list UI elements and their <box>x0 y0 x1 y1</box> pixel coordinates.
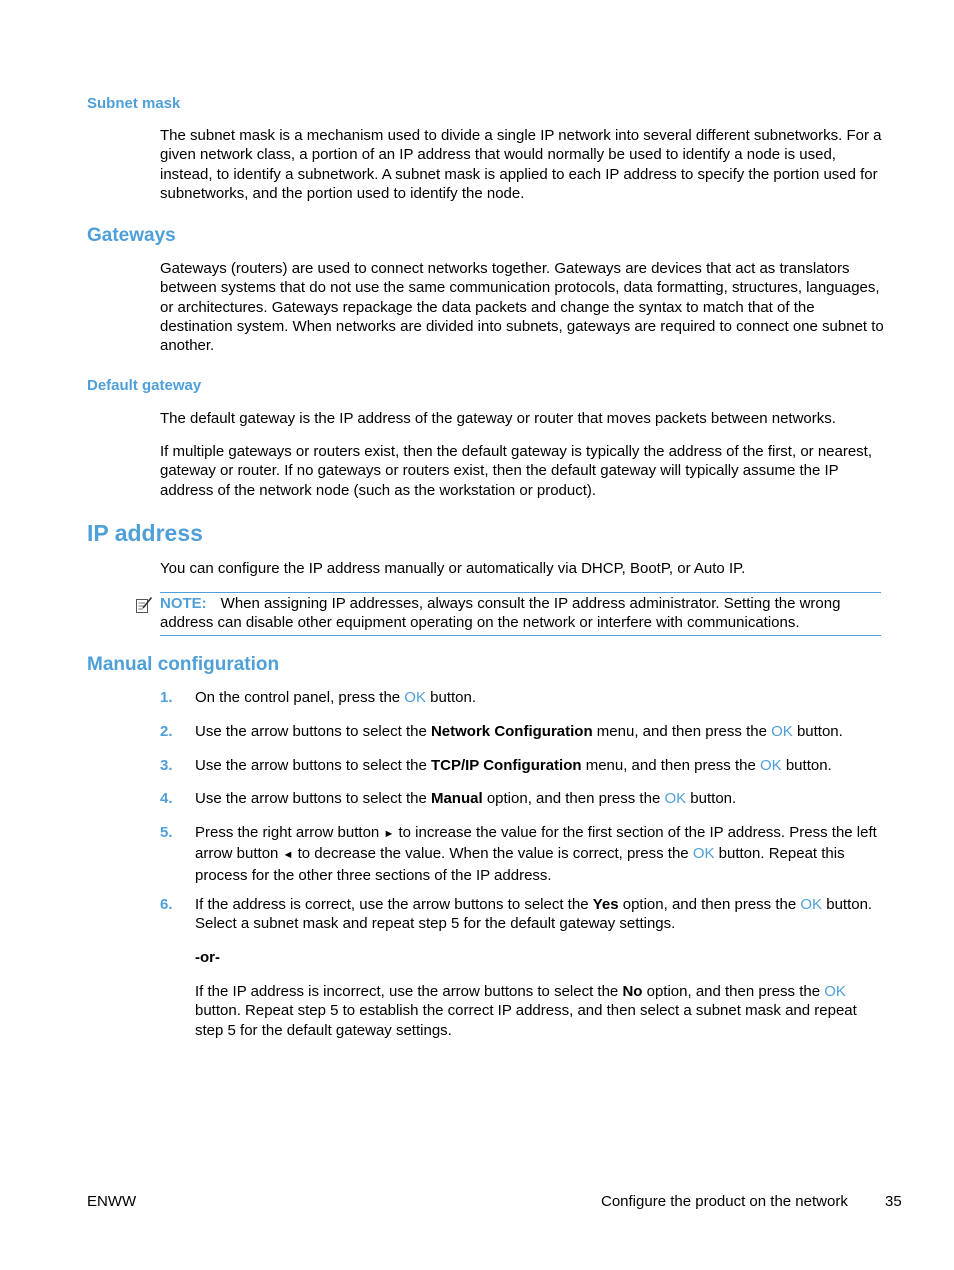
step-text: Press the right arrow button ► to increase the value for the first section of the IP address. Press the left arrow button ◄ to decrease the value. When the value is correct, press the OK button. Repeat this process for the other three sections of the IP address. <box>195 824 877 884</box>
step-number: 5. <box>160 824 173 841</box>
ok-button-ref: OK <box>759 757 782 774</box>
footer-left: ENWW <box>87 1193 137 1210</box>
alt-instructions: If the IP address is incorrect, use the arrow buttons to select the No option, and then press the OK button. Repeat step 5 to establish the correct IP address, and then select a subnet mask and repeat step 5 for the default gateway settings. <box>195 983 857 1039</box>
note-icon <box>135 596 153 614</box>
gateways-heading: Gateways <box>87 225 176 246</box>
step-text: Use the arrow buttons to select the Manual option, and then press the OK button. <box>195 790 737 807</box>
manual-configuration-heading: Manual configuration <box>87 654 280 675</box>
ok-button-ref: OK <box>692 845 715 863</box>
ok-button-ref: OK <box>824 983 846 1000</box>
note-label: NOTE: <box>160 595 207 612</box>
left-arrow-icon: ◄ <box>282 849 294 862</box>
right-arrow-icon: ► <box>383 828 395 840</box>
ip-address-intro: You can configure the IP address manually or automatically via DHCP, BootP, or Auto IP. <box>160 560 746 577</box>
step-text: Use the arrow buttons to select the Network Configuration menu, and then press the OK button. <box>195 723 843 740</box>
default-gateway-body-1: The default gateway is the IP address of the gateway or router that moves packets between networks. <box>160 410 836 427</box>
ip-address-heading: IP address <box>87 520 203 546</box>
default-gateway-heading: Default gateway <box>87 377 202 394</box>
footer-section-title: Configure the product on the network <box>601 1193 848 1210</box>
step-text: On the control panel, press the OK button. <box>195 689 477 706</box>
note-text: When assigning IP addresses, always consult the IP address administrator. Setting the wrong address can disable other equipment operating on the network or interfere with communications. <box>160 595 841 632</box>
step-text: Use the arrow buttons to select the TCP/IP Configuration menu, and then press the OK button. <box>195 757 832 774</box>
step-number: 6. <box>160 896 173 913</box>
step-number: 3. <box>160 757 173 774</box>
or-label: -or- <box>195 949 220 966</box>
subnet-mask-heading: Subnet mask <box>87 95 181 112</box>
step-number: 4. <box>160 790 173 807</box>
ok-button-ref: OK <box>771 723 793 740</box>
ok-button-ref: OK <box>664 790 687 807</box>
ok-button-ref: OK <box>800 896 823 913</box>
ok-button-ref: OK <box>404 689 426 706</box>
default-gateway-body-2: If multiple gateways or routers exist, then the default gateway is typically the address of the first, or nearest, gateway or router. If no gateways or routers exist, then the default gateway will typically assume the IP address of the network node (such as the workstation or product). <box>160 443 873 499</box>
step-number: 1. <box>160 689 173 706</box>
step-number: 2. <box>160 723 173 740</box>
note-box <box>160 592 881 636</box>
page-number: 35 <box>885 1193 902 1210</box>
subnet-mask-body: The subnet mask is a mechanism used to divide a single IP network into several different subnetworks. For a given network class, a portion of an IP address that would normally be used to identify a node is used, instead, to identify a subnetwork. A subnet mask is applied to each IP address to specify the portion used for subnetworks, and the portion used to identify the node. <box>160 127 882 202</box>
step-text: If the address is correct, use the arrow buttons to select the Yes option, and then press the OK button. Select a subnet mask and repeat step 5 for the default gateway settings. <box>195 896 873 933</box>
gateways-body: Gateways (routers) are used to connect networks together. Gateways are devices that act as translators between systems that do not use the same communication protocols, data formatting, structures, languages, or architectures. Gateways repackage the data packets and change the syntax to match that of the destination system. When networks are divided into subnets, gateways are required to connect one subnet to another. <box>160 260 884 355</box>
